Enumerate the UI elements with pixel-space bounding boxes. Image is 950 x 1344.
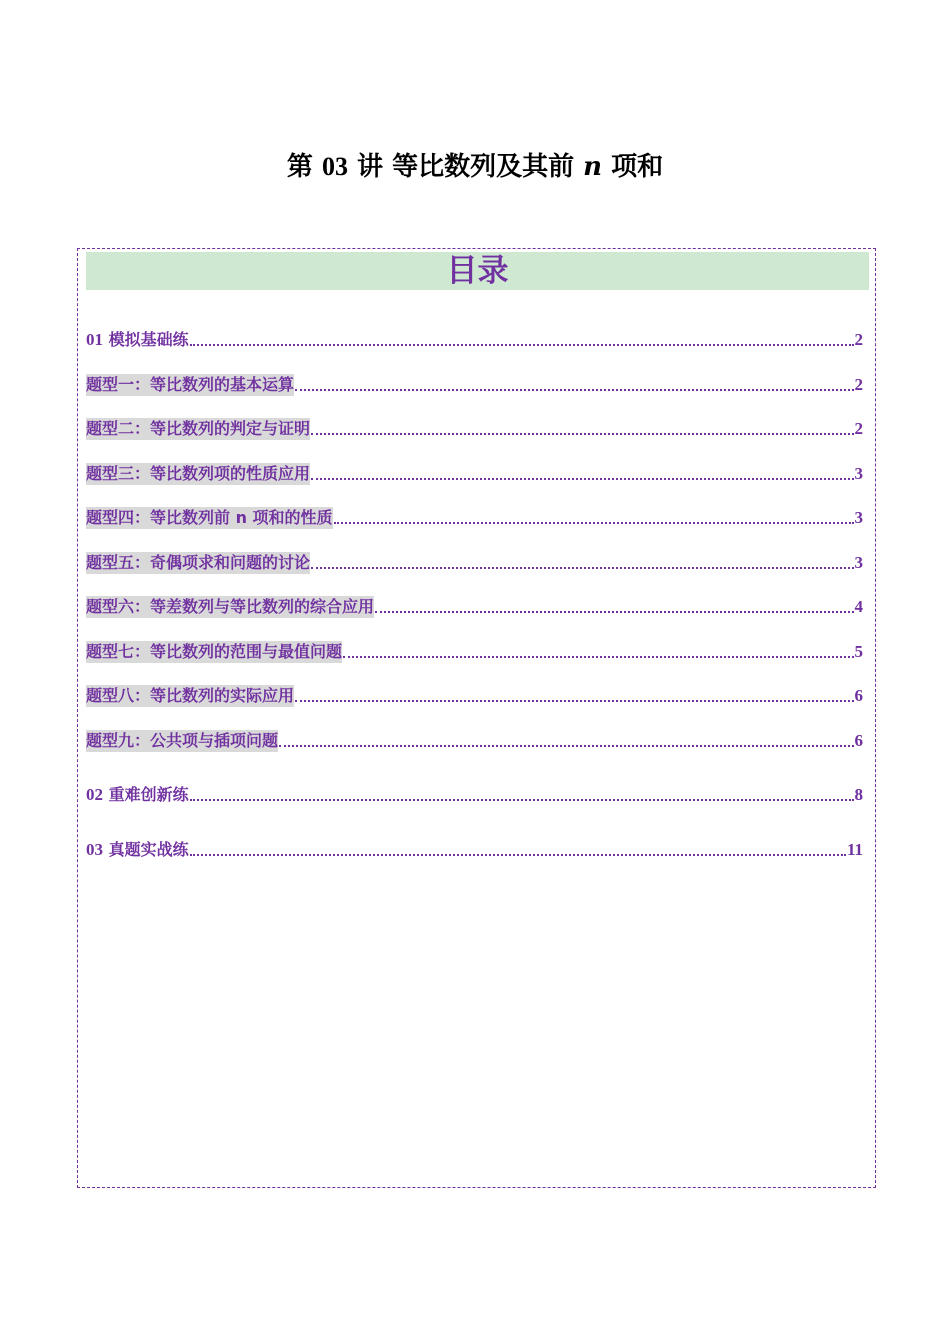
toc-entry-page: 3 — [854, 464, 863, 483]
toc-entry-label: 03 真题实战练 — [86, 840, 189, 859]
toc-entry-label: 题型八：等比数列的实际应用 — [86, 686, 295, 705]
title-lecture-number: 03 — [321, 152, 348, 181]
toc-entry-page: 8 — [854, 785, 863, 804]
toc-entry-type-6[interactable] — [86, 596, 863, 618]
toc-entry-label: 题型六：等差数列与等比数列的综合应用 — [86, 597, 375, 616]
toc-entry-label: 题型九：公共项与插项问题 — [86, 731, 279, 750]
title-middle: 讲 等比数列及其前 — [357, 152, 575, 182]
toc-entry-type-7[interactable] — [86, 641, 863, 663]
toc-entry-simulation-basics[interactable] — [86, 329, 863, 351]
toc-entry-type-1[interactable] — [86, 374, 863, 396]
toc-entry-label: 题型七：等比数列的范围与最值问题 — [86, 642, 343, 661]
toc-entry-page: 6 — [854, 731, 863, 750]
toc-entry-label: 题型四：等比数列前 n 项和的性质 — [86, 508, 333, 527]
title-suffix: 项和 — [611, 152, 664, 182]
toc-entry-page: 2 — [854, 375, 863, 394]
title-variable: n — [583, 152, 603, 182]
dot-leader — [295, 388, 853, 391]
toc-heading: 目录 — [446, 253, 509, 289]
toc-entry-page: 3 — [854, 508, 863, 527]
toc-entry-type-5[interactable] — [86, 552, 863, 574]
toc-entry-label: 02 重难创新练 — [86, 785, 189, 804]
toc-heading-bar — [86, 252, 869, 290]
dot-leader — [311, 566, 853, 569]
toc-entry-type-8[interactable] — [86, 685, 863, 707]
toc-entry-page: 3 — [854, 553, 863, 572]
toc-entry-page: 5 — [854, 642, 863, 661]
toc-entry-page: 6 — [854, 686, 863, 705]
toc-entry-page: 2 — [854, 330, 863, 349]
toc-entry-type-4[interactable] — [86, 507, 863, 529]
toc-entry-label: 题型三：等比数列项的性质应用 — [86, 464, 311, 483]
dot-leader — [190, 798, 854, 801]
toc-entry-page: 11 — [846, 840, 863, 859]
toc-entry-label: 题型一：等比数列的基本运算 — [86, 375, 295, 394]
dot-leader — [343, 655, 853, 658]
document-title — [0, 146, 950, 183]
toc-entry-difficult-innovation[interactable] — [86, 784, 863, 806]
dot-leader — [190, 853, 846, 856]
toc-entry-page: 2 — [854, 419, 863, 438]
dot-leader — [334, 521, 854, 524]
dot-leader — [375, 610, 853, 613]
toc-entry-type-9[interactable] — [86, 730, 863, 752]
toc-entry-label: 01 模拟基础练 — [86, 330, 189, 349]
title-prefix: 第 — [286, 152, 313, 182]
toc-entry-label: 题型五：奇偶项求和问题的讨论 — [86, 553, 311, 572]
dot-leader — [190, 343, 854, 346]
table-of-contents — [77, 248, 876, 1188]
toc-entry-type-3[interactable] — [86, 463, 863, 485]
toc-entry-page: 4 — [854, 597, 863, 616]
toc-entry-label: 题型二：等比数列的判定与证明 — [86, 419, 311, 438]
dot-leader — [311, 432, 853, 435]
toc-entry-real-exam[interactable] — [86, 839, 863, 861]
dot-leader — [311, 477, 853, 480]
toc-entry-type-2[interactable] — [86, 418, 863, 440]
dot-leader — [279, 744, 853, 747]
dot-leader — [295, 699, 853, 702]
